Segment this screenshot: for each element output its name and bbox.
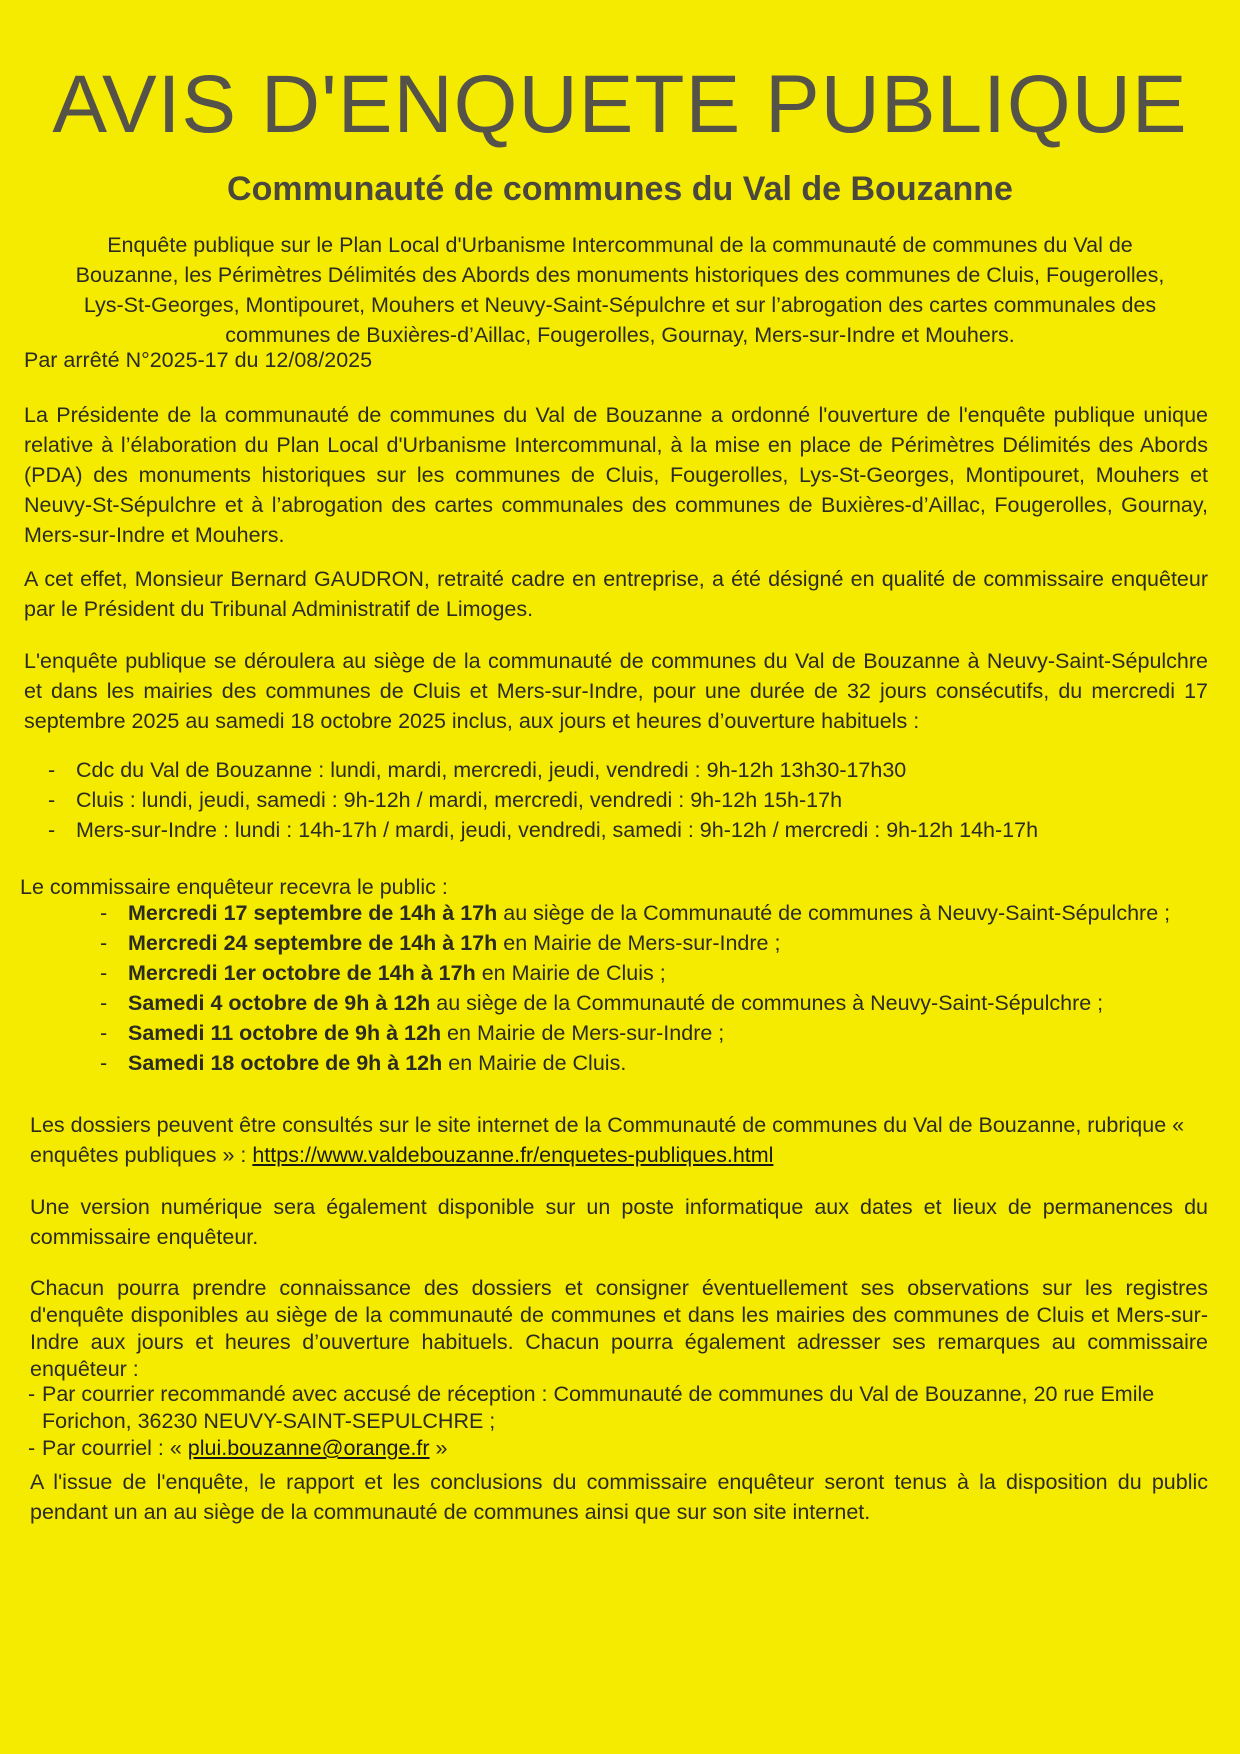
permanence-where: en Mairie de Cluis. [442, 1051, 627, 1075]
permanence-where: en Mairie de Mers-sur-Indre ; [497, 931, 781, 955]
permanence-item [24, 1048, 1204, 1078]
email-link[interactable]: plui.bouzanne@orange.fr [187, 1436, 430, 1460]
permanence-where: en Mairie de Cluis ; [475, 961, 666, 985]
courriel-prefix: Par courriel : « [42, 1436, 188, 1460]
opening-hours-item: - Cdc du Val de Bouzanne : lundi, mardi, mercredi, jeudi, vendredi : 9h-12h 13h30-17h30 [24, 755, 1208, 785]
permanence-when: Samedi 18 octobre de 9h à 12h [128, 1051, 443, 1075]
intro-paragraph: Enquête publique sur le Plan Local d'Urbanisme Intercommunal de la communauté de communes du Val de Bouzanne, les Périmètres Délimités des Abords des monuments historiques des communes de Cluis, Fougerolles, Lys-St-Georges, Montipouret, Mouhers et Neuvy-Saint-Sépulchre et sur l’abrogation des cartes communales des communes de Buxières-d’Aillac, Fougerolles, Gournay, Mers-sur-Indre et Mouhers. [75, 233, 1165, 347]
dossiers-paragraph [30, 1110, 1208, 1170]
permanence-where: en Mairie de Mers-sur-Indre ; [441, 1021, 725, 1045]
permanence-when: Samedi 4 octobre de 9h à 12h [128, 991, 431, 1015]
permanence-item [24, 928, 1204, 958]
permanence-item [24, 1018, 1204, 1048]
permanences-list [24, 898, 1204, 1078]
permanence-item [24, 958, 1204, 988]
presidente-paragraph: La Présidente de la communauté de communes du Val de Bouzanne a ordonné l'ouverture de l'enquête publique unique relative à l’élaboration du Plan Local d'Urbanisme Intercommunal, à la mise en place de Périmètres Délimités des Abords (PDA) des monuments historiques sur les communes de Cluis, Fougerolles, Lys-St-Georges, Montipouret, Mouhers et Neuvy-St-Sépulchre et à l’abrogation des cartes communales des communes de Buxières-d’Aillac, Fougerolles, Gournay, Mers-sur-Indre et Mouhers. [24, 403, 1208, 547]
notice-title: AVIS D'ENQUETE PUBLIQUE [52, 59, 1188, 150]
arrete-reference: Par arrêté N°2025-17 du 12/08/2025 [24, 348, 373, 372]
permanence-when: Mercredi 24 septembre de 14h à 17h [128, 931, 498, 955]
permanence-where: au siège de la Communauté de communes à Neuvy-Saint-Sépulchre ; [497, 901, 1171, 925]
version-numerique-paragraph: Une version numérique sera également disponible sur un poste informatique aux dates et lieux de permanences du commissaire enquêteur. [30, 1195, 1208, 1249]
permanences-intro: Le commissaire enquêteur recevra le public : [20, 875, 448, 899]
opening-hours-list [24, 755, 1208, 845]
courriel-suffix: » [429, 1436, 448, 1460]
permanence-where: au siège de la Communauté de communes à Neuvy-Saint-Sépulchre ; [430, 991, 1104, 1015]
permanence-when: Samedi 11 octobre de 9h à 12h [128, 1021, 442, 1045]
conclusion-paragraph: A l'issue de l'enquête, le rapport et les conclusions du commissaire enquêteur seront tenus à la disposition du public pendant un an au siège de la communauté de communes ainsi que sur son site internet. [30, 1470, 1208, 1524]
deroulement-paragraph: L'enquête publique se déroulera au siège de la communauté de communes du Val de Bouzanne à Neuvy-Saint-Sépulchre et dans les mairies des communes de Cluis et Mers-sur-Indre, pour une durée de 32 jours consécutifs, du mercredi 17 septembre 2025 au samedi 18 octobre 2025 inclus, aux jours et heures d’ouverture habituels : [24, 649, 1208, 733]
permanence-item [24, 988, 1204, 1018]
permanence-when: Mercredi 17 septembre de 14h à 17h [128, 901, 498, 925]
permanence-when: Mercredi 1er octobre de 14h à 17h [128, 961, 476, 985]
opening-hours-item: - Cluis : lundi, jeudi, samedi : 9h-12h / mardi, mercredi, vendredi : 9h-12h 15h-17h [24, 785, 1208, 815]
dossiers-text: Les dossiers peuvent être consultés sur le site internet de la Communauté de communes du Val de Bouzanne, rubrique « enquêtes publiques » : [30, 1113, 1185, 1167]
dossiers-link[interactable]: https://www.valdebouzanne.fr/enquetes-publiques.html [252, 1143, 774, 1167]
observations-paragraph: Chacun pourra prendre connaissance des dossiers et consigner éventuellement ses observations sur les registres d'enquête disponibles au siège de la communauté de communes et dans les mairies des communes de Cluis et Mers-sur-Indre aux jours et heures d’ouverture habituels. Chacun pourra également adresser ses remarques au commissaire enquêteur : [30, 1276, 1208, 1381]
opening-hours-item: - Mers-sur-Indre : lundi : 14h-17h / mardi, jeudi, vendredi, samedi : 9h-12h / mercredi : 9h-12h 14h-17h [24, 815, 1208, 845]
commissaire-paragraph: A cet effet, Monsieur Bernard GAUDRON, retraité cadre en entreprise, a été désigné en qualité de commissaire enquêteur par le Président du Tribunal Administratif de Limoges. [24, 567, 1208, 621]
notice-subtitle: Communauté de communes du Val de Bouzanne [227, 170, 1013, 208]
contact-courrier: - Par courrier recommandé avec accusé de réception : Communauté de communes du Val de Bouzanne, 20 rue Emile Forichon, 36230 NEUVY-SAINT-SEPULCHRE ; [28, 1381, 1208, 1435]
permanence-item [24, 898, 1204, 928]
contact-courriel [28, 1435, 1208, 1462]
contact-list [28, 1381, 1208, 1462]
